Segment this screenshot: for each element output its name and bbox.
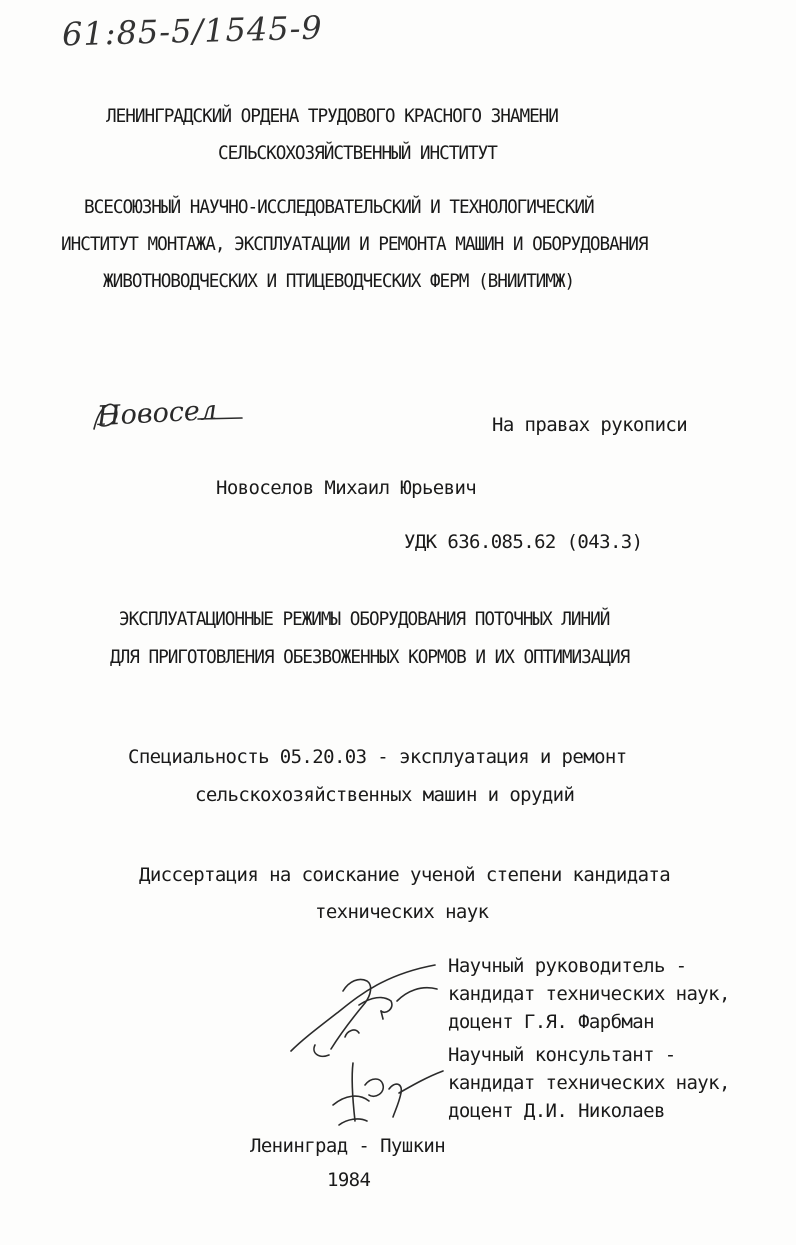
author-signature-flourish — [90, 395, 250, 435]
consultant-signature — [325, 1055, 450, 1135]
supervisor-line3: доцент Г.Я. Фарбман — [448, 1011, 654, 1033]
specialty-line2: сельскохозяйственных машин и орудий — [195, 784, 575, 806]
institute1-line2: СЕЛЬСКОХОЗЯЙСТВЕННЫЙ ИНСТИТУТ — [218, 142, 497, 164]
consultant-line1: Научный консультант - — [448, 1044, 676, 1066]
title-line2: ДЛЯ ПРИГОТОВЛЕНИЯ ОБЕЗВОЖЕННЫХ КОРМОВ И ИХ ОПТИМИЗАЦИЯ — [110, 646, 630, 668]
institute2-line1: ВСЕСОЮЗНЫЙ НАУЧНО-ИССЛЕДОВАТЕЛЬСКИЙ И ТЕХНОЛОГИЧЕСКИЙ — [84, 196, 594, 218]
supervisor-line2: кандидат технических наук, — [448, 983, 730, 1005]
dissertation-line2: технических наук — [315, 901, 489, 923]
catalog-handwritten-mark: 61:85-5/1545-9 — [61, 8, 324, 54]
specialty-line1: Специальность 05.20.03 - эксплуатация и ремонт — [128, 746, 627, 768]
supervisor-signature — [285, 955, 455, 1065]
institute2-line3: ЖИВОТНОВОДЧЕСКИХ И ПТИЦЕВОДЧЕСКИХ ФЕРМ (ВНИИТИМЖ) — [103, 270, 575, 292]
title-line1: ЭКСПЛУАТАЦИОННЫЕ РЕЖИМЫ ОБОРУДОВАНИЯ ПОТОЧНЫХ ЛИНИЙ — [119, 608, 610, 630]
author-signature: Новосел — [96, 394, 218, 433]
institute1-line1: ЛЕНИНГРАДСКИЙ ОРДЕНА ТРУДОВОГО КРАСНОГО ЗНАМЕНИ — [106, 105, 558, 127]
supervisor-line1: Научный руководитель - — [448, 955, 687, 977]
institute2-line2: ИНСТИТУТ МОНТАЖА, ЭКСПЛУАТАЦИИ И РЕМОНТА МАШИН И ОБОРУДОВАНИЯ — [61, 233, 648, 255]
udc-code: УДК 636.085.62 (043.3) — [404, 531, 643, 553]
dissertation-line1: Диссертация на соискание ученой степени кандидата — [139, 864, 671, 886]
consultant-line3: доцент Д.И. Николаев — [448, 1100, 665, 1122]
author-name: Новоселов Михаил Юрьевич — [216, 477, 477, 499]
consultant-line2: кандидат технических наук, — [448, 1072, 730, 1094]
manuscript-rights: На правах рукописи — [492, 414, 688, 436]
publication-place: Ленинград - Пушкин — [250, 1135, 446, 1157]
publication-year: 1984 — [327, 1169, 371, 1191]
